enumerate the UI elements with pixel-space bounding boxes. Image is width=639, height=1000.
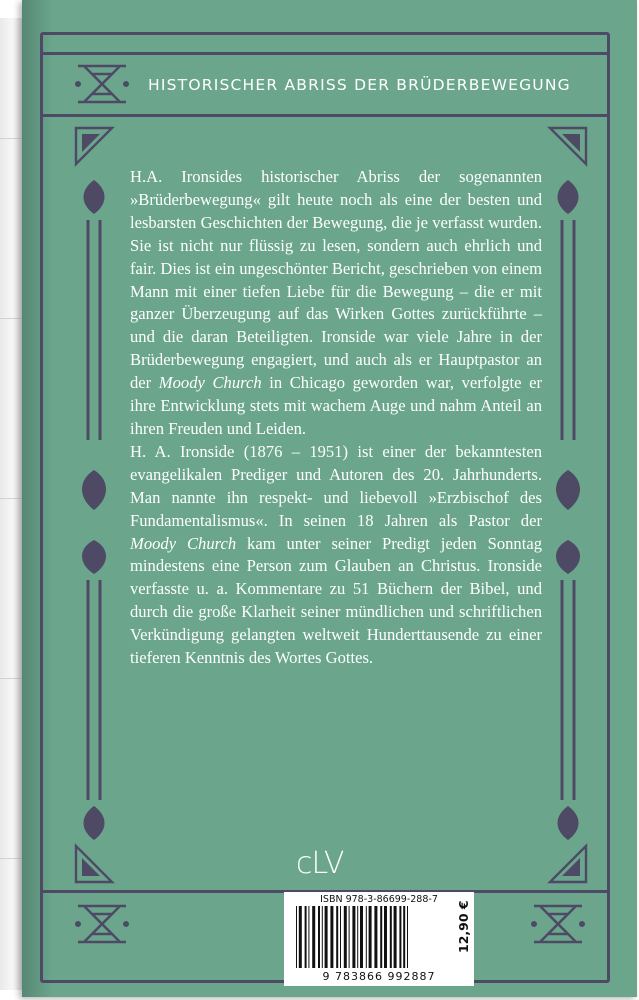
- barcode-bar: [349, 906, 350, 968]
- barcode-bar: [336, 906, 338, 968]
- blurb-text: [130, 166, 542, 670]
- barcode-bar: [308, 906, 309, 968]
- barcode-bar: [330, 906, 333, 968]
- barcode-bar: [407, 906, 408, 968]
- barcode-bar: [322, 906, 323, 968]
- barcode-label: [284, 892, 474, 986]
- ean-digits: 9 783866 992887: [322, 970, 436, 983]
- barcode-bar: [296, 906, 297, 968]
- barcode-bar: [390, 906, 392, 968]
- barcode-bar: [360, 906, 363, 968]
- barcode-bar: [399, 906, 401, 968]
- barcode-bar: [366, 906, 367, 968]
- corner-triangle-ornament-icon: [72, 842, 116, 886]
- barcode-bar: [384, 906, 387, 968]
- price-label: 12,90 €: [456, 900, 471, 953]
- header-band-top: [40, 52, 610, 55]
- barcode-bar: [340, 906, 341, 968]
- barcode-bar: [352, 906, 355, 968]
- header-band-bottom: [40, 114, 610, 117]
- isbn-text: ISBN 978-3-86699-288-7: [320, 894, 438, 905]
- corner-triangle-ornament-icon: [546, 124, 590, 168]
- right-leaf-border-ornament-icon: [546, 180, 590, 840]
- hourglass-ornament-icon: [528, 900, 588, 948]
- barcode-bar: [325, 906, 328, 968]
- barcode-bar: [357, 906, 358, 968]
- corner-triangle-ornament-icon: [72, 124, 116, 168]
- blurb-paragraph-1: H.A. Ironsides historischer Abriss der sogenannten »Brüderbewegung« gilt heute noch als eine der besten und lesbarsten Geschichten der Bewegung, die je verfasst wurden. Sie ist nicht nur flüssig zu lesen, sondern auch ehrlich und fair. Dies ist ein ungeschönter Bericht, geschrieben von einem Mann mit einer tiefen Liebe für die Bewegung – die er mit ganzer Überzeugung auf das Wirken Gottes zurückführte – und die daran Beteiligten. Ironside war viele Jahre in der Brüderbewegung engagiert, und auch als er Hauptpastor an der Moody Church in Chicago geworden war, verfolgte er ihre Entwicklung stets mit wachem Auge und nahm Anteil an ihren Freuden und Leiden.: [130, 167, 542, 438]
- blurb-paragraph-2: H. A. Ironside (1876 – 1951) ist einer der bekanntesten evangelikalen Prediger und Autoren des 20. Jahrhunderts. Man nannte ihn respekt- und liebevoll »Erzbischof des Fundamentalismus«. In seinen 18 Jahren als Pastor der Moody Church kam unter seiner Predigt jeden Sonntag mindestens eine Person zum Glauben an Christus. Ironside verfasste u. a. Kommentare zu 51 Büchern der Bibel, und durch die große Klarheit seiner mündlichen und schriftlichen Verkündigung gelangten weltweit Hunderttausende zu einer tieferen Kenntnis des Wortes Gottes.: [130, 441, 542, 668]
- barcode-bar: [369, 906, 372, 968]
- barcode-bar: [394, 906, 397, 968]
- header-title: HISTORISCHER ABRISS DER BRÜDERBEWEGUNG: [148, 76, 571, 94]
- barcode-bar: [312, 906, 315, 968]
- barcode-bar: [380, 906, 382, 968]
- barcode-bars: [294, 906, 464, 968]
- left-leaf-border-ornament-icon: [72, 180, 116, 840]
- barcode-bar: [344, 906, 347, 968]
- barcode-bar: [403, 906, 405, 968]
- barcode-bar: [305, 906, 307, 968]
- barcode-bar: [318, 906, 320, 968]
- hourglass-ornament-icon: [72, 60, 132, 108]
- barcode-bar: [299, 906, 302, 968]
- publisher-logo: cLV: [296, 846, 344, 881]
- hourglass-ornament-icon: [72, 900, 132, 948]
- corner-triangle-ornament-icon: [546, 842, 590, 886]
- barcode-bar: [374, 906, 377, 968]
